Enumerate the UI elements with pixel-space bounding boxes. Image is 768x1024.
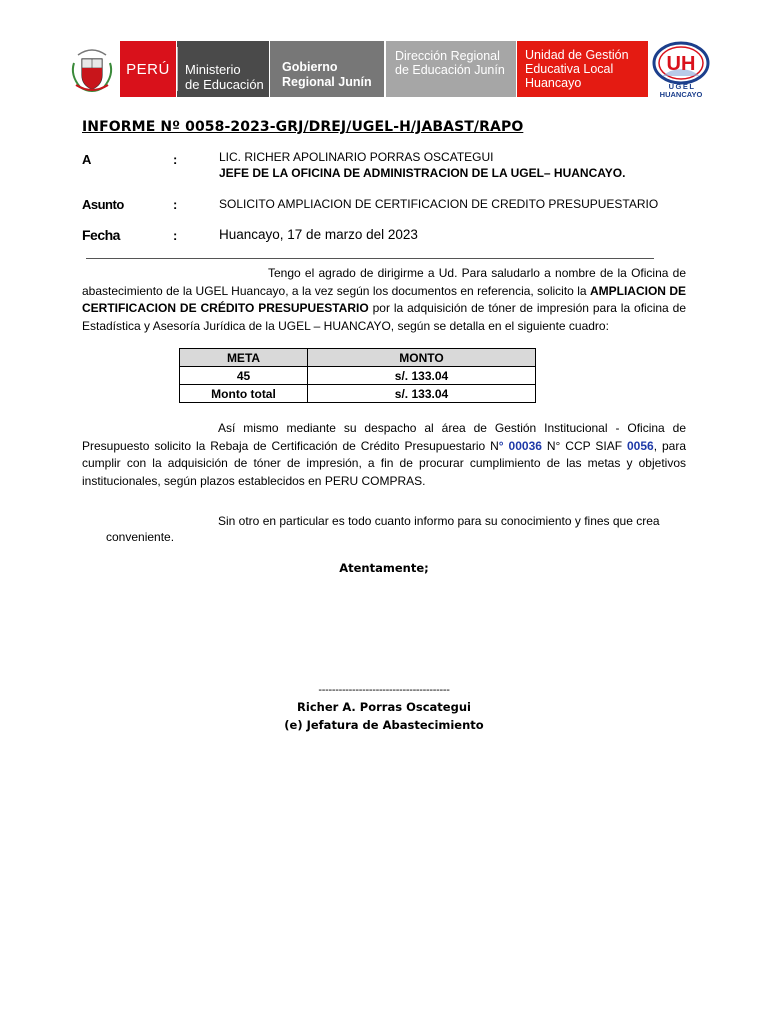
table-header-row	[180, 349, 536, 367]
field-a-colon: :	[173, 152, 178, 167]
table-header-meta: META	[180, 349, 308, 367]
field-fecha-label: Fecha	[82, 227, 120, 243]
ministerio-educacion-label	[177, 41, 269, 97]
gobierno-regional-label	[270, 41, 384, 97]
meta-table	[179, 348, 536, 403]
field-asunto-colon: :	[173, 197, 178, 212]
paragraph-2-degree: °	[498, 438, 504, 453]
svg-text:UGEL: UGEL	[668, 82, 696, 91]
field-a-value-line2: JEFE DE LA OFICINA DE ADMINISTRACION DE LA UGEL– HUANCAYO.	[219, 166, 626, 180]
field-fecha-value: Huancayo, 17 de marzo del 2023	[219, 227, 418, 242]
paragraph-2	[82, 420, 686, 490]
paragraph-1-text-a: Tengo el agrado de dirigirme a Ud. Para saludarlo a nombre de la Oficina de abastecimiento de la UGEL Huancayo, a la vez según los documentos en referencia, solicito la	[82, 266, 686, 298]
svg-text:HUANCAYO: HUANCAYO	[659, 90, 703, 99]
field-asunto-label: Asunto	[82, 197, 124, 212]
table-row	[180, 367, 536, 385]
certificacion-number: 00036	[508, 438, 542, 453]
ugel-line3: Huancayo	[525, 76, 582, 90]
ccp-siaf-number: 0056	[627, 438, 654, 453]
signature-line: ---------------------------------------	[318, 684, 450, 696]
table-header-monto: MONTO	[308, 349, 536, 367]
table-cell-monto: s/. 133.04	[308, 367, 536, 385]
signer-name: Richer A. Porras Oscategui	[297, 700, 471, 714]
gobierno-line2: Regional Junín	[282, 75, 372, 89]
field-a-label: A	[82, 152, 91, 167]
ugel-huancayo-logo-icon	[648, 36, 714, 102]
ministerio-line2: de Educación	[185, 77, 264, 92]
field-fecha-colon: :	[173, 228, 178, 243]
signer-position: (e) Jefatura de Abastecimiento	[284, 718, 484, 732]
table-cell-monto: s/. 133.04	[308, 385, 536, 403]
paragraph-1	[82, 265, 686, 335]
paragraph-3-text-a: Sin otro en particular es todo cuanto informo para su conocimiento y fines que crea	[218, 514, 660, 528]
report-title: INFORME Nº 0058-2023-GRJ/DREJ/UGEL-H/JABAST/RAPO	[82, 119, 524, 135]
peru-brand-label: PERÚ	[120, 41, 176, 97]
direccion-regional-label	[386, 41, 516, 97]
paragraph-1-text-b: por la adquisición de tóner de impresión para la oficina de Estadística y Asesoría Jurídica de la UGEL – HUANCAYO, según se detalla en el siguiente cuadro:	[82, 301, 687, 333]
field-asunto-value: SOLICITO AMPLIACION DE CERTIFICACION DE CREDITO PRESUPUESTARIO	[219, 197, 659, 211]
gobierno-line1: Gobierno	[282, 60, 338, 74]
ugel-line2: Educativa Local	[525, 62, 614, 76]
paragraph-3-text-b: conveniente.	[106, 530, 175, 544]
paragraph-3	[82, 513, 686, 531]
paragraph-2-text-c: , para cumplir con la adquisición de tóner de impresión, a fin de procurar cumplimiento de las metas y objetivos institucionales, según plazos establecidos en PERU COMPRAS.	[82, 438, 687, 488]
header-divider	[86, 258, 654, 259]
direccion-line2: de Educación Junín	[395, 63, 505, 77]
field-a-value-line1: LIC. RICHER APOLINARIO PORRAS OSCATEGUI	[219, 150, 494, 164]
paragraph-2-text-b: N° CCP SIAF	[541, 438, 627, 453]
peru-coat-of-arms-icon	[64, 41, 120, 97]
ugel-line1: Unidad de Gestión	[525, 48, 629, 62]
ministerio-line1: Ministerio	[185, 62, 241, 77]
paragraph-1-bold: AMPLIACION DE CERTIFICACION DE CRÉDITO PRESUPUESTARIO	[82, 283, 687, 315]
direccion-line1: Dirección Regional	[395, 49, 500, 63]
table-cell-meta: Monto total	[180, 385, 308, 403]
salutation: Atentamente;	[339, 561, 429, 575]
ugel-label	[517, 41, 648, 97]
table-row	[180, 385, 536, 403]
paragraph-2-text-a: Así mismo mediante su despacho al área de Gestión Institucional - Oficina de Presupuesto solicito la Rebaja de Certificación de Crédito Presupuestario N	[82, 421, 686, 453]
svg-text:UH: UH	[666, 53, 696, 75]
table-cell-meta: 45	[180, 367, 308, 385]
